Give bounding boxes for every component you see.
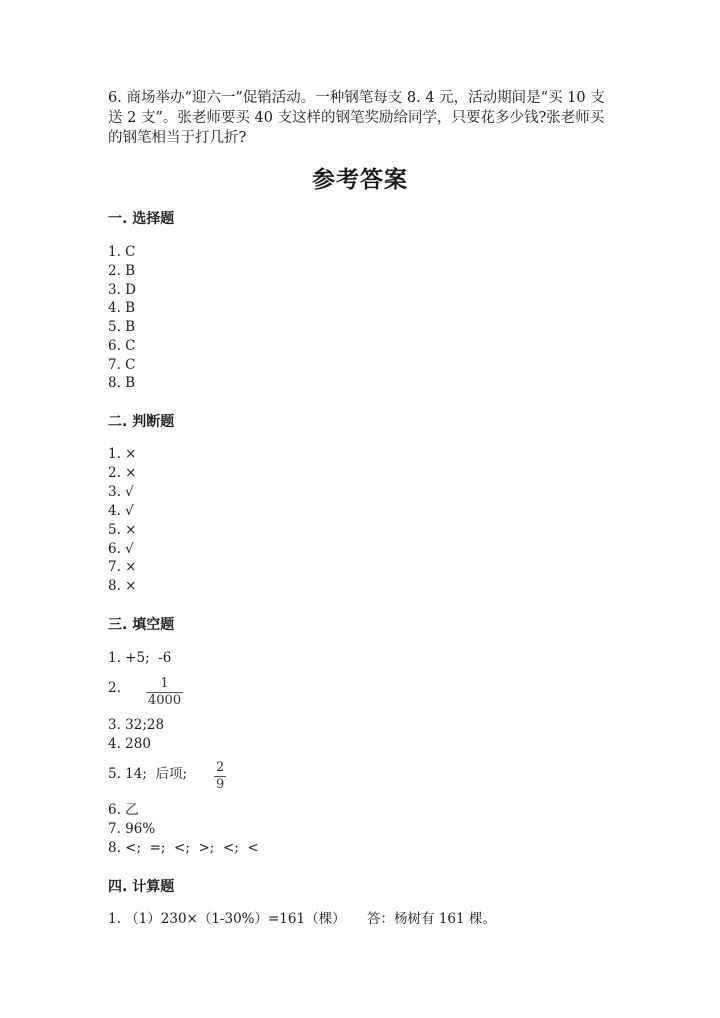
calc-answer-1: 1. （1）230×（1-30%）=161（棵） 答：杨树有 161 棵。 [108, 911, 496, 927]
choice-answer-2: 2. B [108, 263, 136, 279]
choice-answer-8: 8. B [108, 375, 136, 391]
choice-answer-4: 4. B [108, 300, 136, 316]
fraction-denominator: 4000 [148, 693, 182, 708]
judge-answer-6: 6. √ [108, 541, 134, 557]
judge-answer-4: 4. √ [108, 503, 134, 519]
judge-answer-2: 2. × [108, 465, 137, 481]
judge-answer-3: 3. √ [108, 484, 134, 500]
judge-answer-7: 7. × [108, 559, 137, 575]
judge-answer-8: 8. × [108, 578, 137, 594]
fill-answer-2-prefix: 2. [108, 680, 121, 696]
fraction-numerator: 1 [160, 676, 169, 691]
judge-answer-1: 1. × [108, 446, 137, 462]
fraction-denominator: 9 [216, 777, 225, 792]
section-heading-calc: 四. 计算题 [108, 879, 175, 895]
section-heading-choice: 一. 选择题 [108, 211, 175, 227]
question-6-text: 6. 商场举办“迎六一”促销活动。一种钢笔每支 8. 4 元，活动期间是“买 10 支送 2 支”。张老师要买 40 支这样的钢笔奖励给同学，只要花多少钱?张老师买的钢笔相当于打几折? [108, 90, 605, 146]
choice-answer-7: 7. C [108, 357, 136, 373]
choice-answer-1: 1. C [108, 244, 136, 260]
fill-answer-6: 6. 乙 [108, 802, 139, 818]
section-heading-judge: 二. 判断题 [108, 414, 175, 430]
answer-title: 参考答案 [312, 167, 408, 193]
judge-answer-5: 5. × [108, 522, 137, 538]
fill-answer-8: 8. <; =; <; >; <; < [108, 840, 259, 856]
fill-answer-5-prefix: 5. 14; 后项; [108, 766, 188, 782]
choice-answer-5: 5. B [108, 319, 136, 335]
fill-answer-4: 4. 280 [108, 736, 151, 752]
fraction-numerator: 2 [216, 760, 225, 775]
fill-answer-2-fraction [146, 677, 183, 708]
choice-answer-3: 3. D [108, 282, 136, 298]
fill-answer-1: 1. +5; -6 [108, 650, 172, 666]
fill-answer-5-fraction [214, 761, 226, 792]
choice-answer-6: 6. C [108, 338, 136, 354]
section-heading-fill: 三. 填空题 [108, 617, 175, 633]
fill-answer-7: 7. 96% [108, 821, 156, 837]
fill-answer-3: 3. 32;28 [108, 717, 165, 733]
